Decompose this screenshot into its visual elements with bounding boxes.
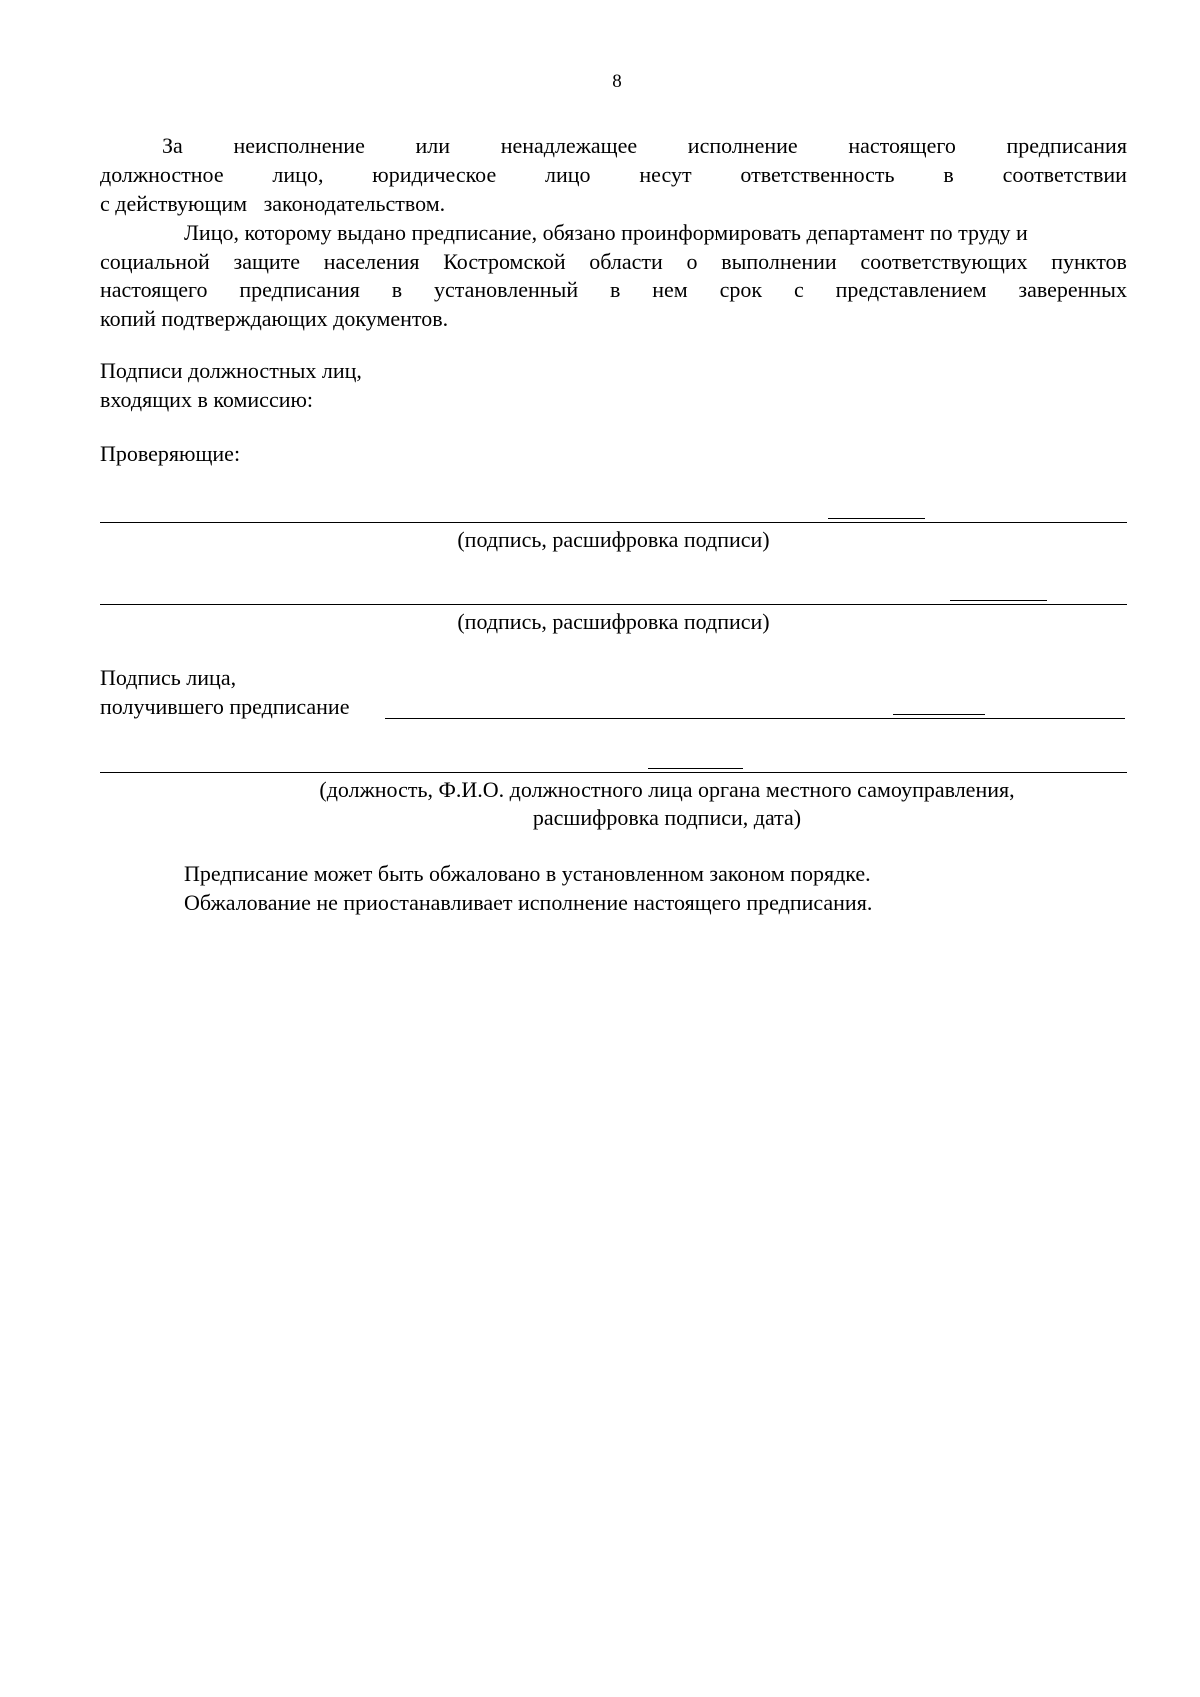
word: социальной xyxy=(100,249,210,274)
signatures-heading-line2: входящих в комиссию: xyxy=(100,387,314,412)
official-caption-line1: (должность, Ф.И.О. должностного лица органа местного самоуправления, xyxy=(319,777,1015,802)
word: в xyxy=(610,277,621,302)
word: установленный xyxy=(433,277,579,302)
recipient-label-line2: получившего предписание xyxy=(100,694,350,719)
recipient-label-line1: Подпись лица, xyxy=(100,665,237,690)
para2-line3 xyxy=(100,276,1127,304)
word: лицо, xyxy=(272,162,324,187)
appeal-note-line1: Предписание может быть обжаловано в установленном законом порядке. xyxy=(184,861,871,886)
para2-line2 xyxy=(100,248,1127,276)
word: соответствующих xyxy=(860,249,1028,274)
word: должностное xyxy=(100,162,224,187)
word: юридическое xyxy=(372,162,497,187)
word: представлением xyxy=(835,277,987,302)
recipient-signature-line xyxy=(385,718,1125,719)
word: неисполнение xyxy=(233,133,365,158)
word: защите xyxy=(233,249,301,274)
word: настоящего xyxy=(848,133,956,158)
word: исполнение xyxy=(687,133,798,158)
para1-line1 xyxy=(162,132,1127,160)
inspectors-label: Проверяющие: xyxy=(100,441,241,466)
word: лицо xyxy=(545,162,591,187)
word: пунктов xyxy=(1051,249,1127,274)
word: в xyxy=(943,162,954,187)
word: соответствии xyxy=(1002,162,1127,187)
word: нем xyxy=(652,277,688,302)
page-number: 8 xyxy=(612,71,622,92)
word: ненадлежащее xyxy=(500,133,638,158)
word: срок xyxy=(719,277,763,302)
para1-line3: с действующим законодательством. xyxy=(100,191,446,216)
official-caption-line2: расшифровка подписи, дата) xyxy=(532,805,802,830)
word: с xyxy=(793,277,804,302)
word: или xyxy=(415,133,451,158)
para1-line2 xyxy=(100,161,1127,189)
word: населения xyxy=(323,249,420,274)
word: предписания xyxy=(1006,133,1127,158)
official-line xyxy=(100,772,1127,773)
word: в xyxy=(391,277,403,302)
official-line-mark xyxy=(648,768,743,769)
para2-line4: копий подтверждающих документов. xyxy=(100,306,449,331)
word: выполнении xyxy=(721,249,837,274)
signature-line-1-mark xyxy=(828,518,925,519)
word: несут xyxy=(639,162,692,187)
appeal-note-line2: Обжалование не приостанавливает исполнение настоящего предписания. xyxy=(184,890,873,915)
recipient-signature-mark xyxy=(893,714,985,715)
word: области xyxy=(589,249,663,274)
para2-line1: Лицо, которому выдано предписание, обязано проинформировать департамент по труду и xyxy=(184,220,1028,245)
signature-line-1 xyxy=(100,522,1127,523)
signatures-heading-line1: Подписи должностных лиц, xyxy=(100,358,362,383)
word: заверенных xyxy=(1018,277,1127,302)
word: ответственность xyxy=(740,162,895,187)
word: Костромской xyxy=(443,249,566,274)
signature-caption-2: (подпись, расшифровка подписи) xyxy=(457,609,770,634)
word: За xyxy=(162,133,183,158)
signature-caption-1: (подпись, расшифровка подписи) xyxy=(457,527,770,552)
signature-line-2-mark xyxy=(950,600,1047,601)
word: настоящего xyxy=(100,277,208,302)
signature-line-2 xyxy=(100,604,1127,605)
word: о xyxy=(686,249,698,274)
word: предписания xyxy=(239,277,360,302)
